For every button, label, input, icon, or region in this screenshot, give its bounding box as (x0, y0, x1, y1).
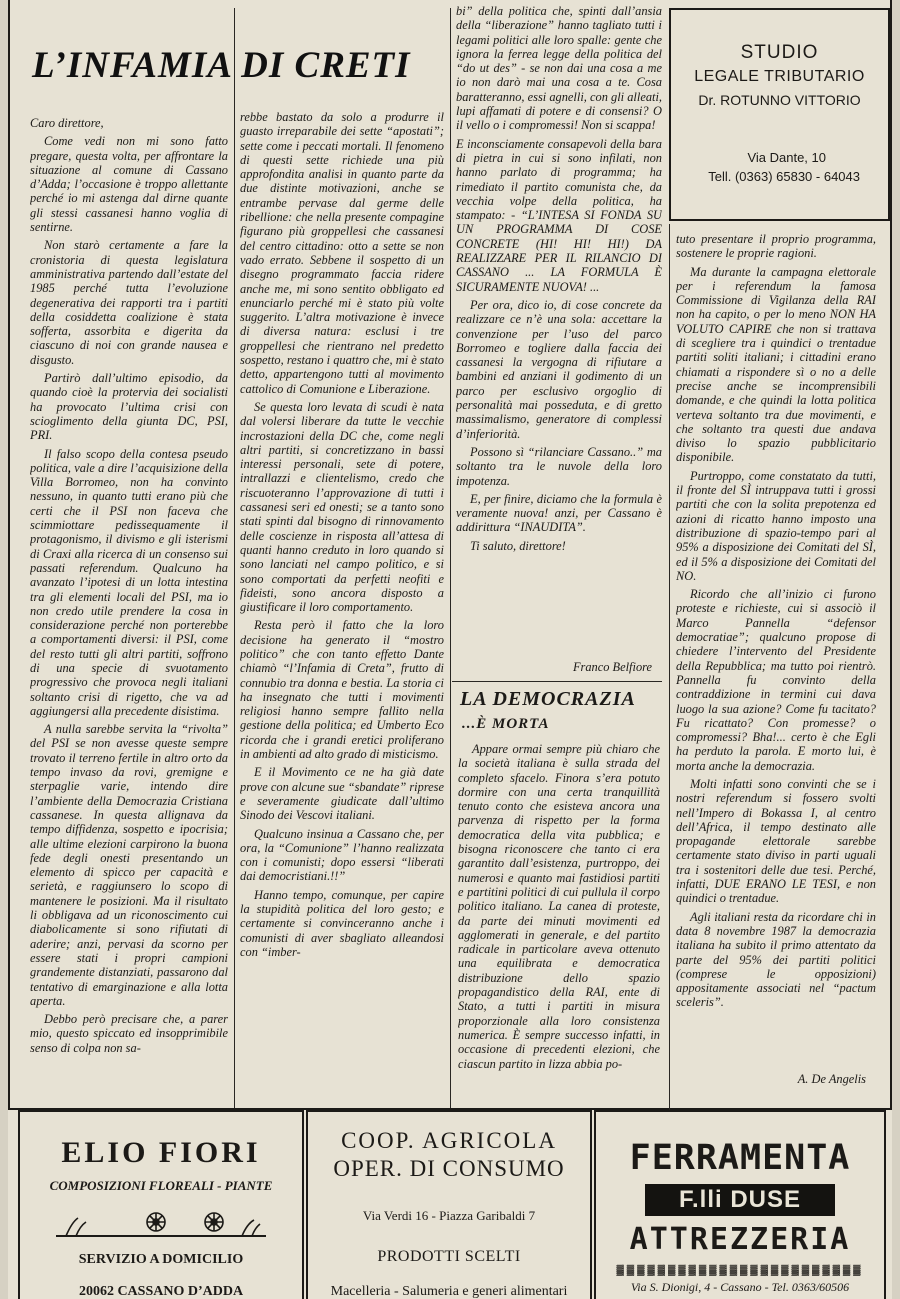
paragraph: Ricordo che all’inizio ci furono proteste e richieste, cui si associò il Marco Pannella “defensor democratiae”; qualcuno propose di chiedere l’intervento del Presidente della Repubblica; ma tutto poi rientrò. Pannella fu convinto della contraddizione in termini cui dava luogo la sua azione? Come fu tacitato? Fu ricattato? Con promesse? o compromessi? Bha!... certo è che Egli ha perduto la parola. E morto lui, è morta anche la democrazia. (676, 587, 876, 773)
paragraph: Purtroppo, come constatato da tutti, il fronte del SÌ intruppava tutti i grossi partiti che con la solita prepotenza ed azioni di ricatto hanno imposto una distribuzione di spazio-tempo pari al 95% a disposizione dei Comitati del SÌ, ed il 5% a disposizione dei Comitati del NO. (676, 468, 876, 583)
coop-services: Macelleria - Salumeria e generi alimentari (330, 1284, 568, 1299)
flower-ornament-icon (20, 1208, 302, 1242)
studio-legale-ad (669, 8, 890, 221)
paragraph: Qualcuno insinua a Cassano che, per ora, la “Comunione” l’hanno realizzata con i comunisti; dopo essersi “liberati dai democristiani.!!” (240, 826, 444, 884)
article-signature (456, 660, 662, 678)
paragraph: Partirò dall’ultimo episodio, da quando cioè la protervia dei socialisti ha provocato l’ultima crisi con scioglimento della giunta DC, PSI, PRI. (30, 371, 228, 443)
paragraph: Come vedi non mi sono fatto pregare, questa volta, per affrontare la situazione al comune di Cassano d’Adda; l’occasione è troppo allettante perché io mi astenga dal dirne quante gli stessi cassanesi hanno voglia di sentirne. (30, 134, 228, 235)
column-rule (669, 224, 670, 1110)
coop-title-line1: COOP. AGRICOLA (341, 1128, 557, 1153)
paragraph: rebbe bastato da solo a produrre il guasto irreparabile dei sette “apostati”; sette come i peccati mortali. Il fenomeno di questi sette richiede una più approfondita analisi in quanto parte da due distinte motivazioni, anche se entrambe pervase dal germe delle ribellione: che nella presente compagine figurano più groppellesi che cassanesi del centro cittadino: otto a sette se non vado errato. Sebbene il sospetto di un disegno programmato faccia ridere anche me, mi sono sentito obbligato ed enunciarlo perché mi è stato più volte suggerito. L’altra motivazione è invece di diversa natura: esclusi i tre groppellesi che rientrano nel predetto sospetto, restano i quattro che, mi è stato detto, appartengono tutti al movimento cattolico di Comunione e Liberazione. (240, 110, 444, 396)
paragraph: Molti infatti sono convinti che se i nostri referendum si fossero svolti nell’Impero di Bokassa I, al centro dell’Africa, il tempo destinato alle propagande elettorale sarebbe certamente stato diviso in parti uguali tra i sostenitori delle due tesi. Perché, infatti, DUE ERANO LE TESI, e non quindici o trentadue. (676, 776, 876, 906)
elio-fiori-ad (18, 1110, 304, 1299)
paragraph: Agli italiani resta da ricordare chi in data 8 novembre 1987 la democrazia italiana ha subito il primo attentato da parte del 95% dei partiti politici (comprese le opposizioni) appositamente associati nel “pactum sceleris”. (676, 909, 876, 1010)
paragraph: Ma durante la campagna elettorale per i referendum la famosa Commissione di Vigilanza della RAI non ha capito, o per lo meno NON HA VOLUTO CAPIRE che non si trattava di scegliere tra i quindici o trentadue partiti soliti italiani; i cittadini erano chiamati a rispondere sì o no a delle precise anche se incomprensibili domande, e che quindi la lotta politica verteva soltanto tra due movimenti, e che soltanto tra questi due andava diviso lo spazio pubblicitario disponibile. (676, 264, 876, 465)
paragraph: E inconsciamente consapevoli della bara di pietra in cui si sono infilati, non hanno parlato di programma; ha rimediato il partito comunista che, da vecchia volpe della politica, ha stampato: - “L’INTESA SI FONDA SU UN PROGRAMMA DI COSE CONCRETE (HI! HI! HI!) DA REALIZZARE PER IL RILANCIO DI CASSANO ... LA FORMULA È SICURAMENTE NUOVA! ... (456, 136, 662, 294)
article-headline: L’INFAMIA DI CRETI (32, 45, 411, 86)
paragraph: Resta però il fatto che la loro decisione ha generato il “mostro politico” che con tanto effetto Dante chiamò “l’Infamia di Creta”, frutto di connubio tra donna e bestia. La storia ci ha insegnato che tutti i movimenti religiosi hanno sempre fallito nella gestione della politica; ed Umberto Eco ricorda che i grandi eretici proliferano in ambienti ad alto grado di misticismo. (240, 618, 444, 762)
coop-products: PRODOTTI SCELTI (377, 1248, 521, 1265)
elio-fiori-name: ELIO FIORI (61, 1136, 261, 1169)
coop-title-line2: OPER. DI CONSUMO (333, 1156, 565, 1181)
sidebar-heading: LA DEMOCRAZIA (460, 688, 636, 710)
ferramenta-brand-bar: F.lli DUSE (645, 1184, 835, 1216)
ferramenta-ad (594, 1110, 886, 1299)
coop-address: Via Verdi 16 - Piazza Garibaldi 7 (362, 1208, 536, 1223)
sidebar-signature-text: A. De Angelis (797, 1072, 866, 1086)
article-column-2 (240, 110, 444, 1106)
paragraph: E, per finire, diciamo che la formula è veramente nuova! anzi, per Cassano è addirittura “INAUDITA”. (456, 491, 662, 535)
paragraph: Se questa loro levata di scudi è nata dal volersi liberare da tutte le vecchie incrostazioni della DC che, come negli altri partiti, si concretizzano in bassi interessi personali, sete di potere, intrallazzi e clientelismo, credo che riscuoteranno l’approvazione di tutti i cassanesi seri ed onesti; se a tanto sono stati spinti dal bisogno di rinnovamento delle coscienze in risposta all’attesa di quanti hanno creduto in loro quando si sono lanciati nel campo politico, e si sono comportati da perfetti neofiti e fideisti, sono ancora disposto a giustificare il loro comportamento. (240, 399, 444, 615)
elio-fiori-address: 20062 CASSANO D’ADDA (78, 1284, 244, 1299)
elio-fiori-tagline: COMPOSIZIONI FLOREALI - PIANTE (49, 1178, 273, 1193)
ferramenta-address: Via S. Dionigi, 4 - Cassano - Tel. 0363/60506 (630, 1280, 850, 1294)
studio-phone: Tell. (0363) 65830 - 64043 (708, 169, 860, 184)
paragraph: A nulla sarebbe servita la “rivolta” del PSI se non avesse queste sempre trovato il terreno fertile in altro orto da tempo invaso da rovi, gremigne e sterpaglie varie, intendo dire l’ambiente della Democrazia Cristiana cassanese. In questa allignava da tempo diffidenza, sospetto e ipocrisia; alle ultime elezioni carpirono la buona fede degli onesti presentando un elemento di spicco per capacità e serietà, e raggiunsero lo scopo di mantenere le posizioni. Ma il risultato li obbligava ad un riconoscimento cui diabolicamente si sono rifiutati di aderire; anzi, pervasi da scorno per essere stati i propri campioni grandemente distanziati, passarono dal tentativo di emarginazione e alla lotta aperta. (30, 722, 228, 1008)
sidebar-signature (676, 1072, 876, 1090)
article-column-1 (30, 116, 228, 1106)
column-rule (450, 8, 451, 1108)
studio-subtitle: LEGALE TRIBUTARIO (694, 68, 865, 85)
sidebar-subheading: ...È MORTA (462, 716, 550, 732)
ferramenta-subtitle: ATTREZZERIA (629, 1222, 851, 1257)
paragraph: tuto presentare il proprio programma, sostenere le proprie ragioni. (676, 232, 876, 261)
sidebar-rule (452, 681, 662, 682)
ferramenta-title: FERRAMENTA (629, 1138, 851, 1178)
studio-address: Via Dante, 10 (747, 150, 826, 165)
paragraph: bi” della politica che, spinti dall’ansia della “liberazione” hanno tagliato tutti i legami politici alle loro spalle: gente che ignora la ferrea legge della politica del “do ut des” - se non dai una cosa a me io non darò mai una cosa a te. Cosa baratteranno, essi agnelli, con gli alleati, lupi affamati di potere e di consensi? O il vello o i compromessi! Non si scappa! (456, 4, 662, 133)
paragraph: Il falso scopo della contesa pseudo politica, vale a dire l’acquisizione della Villa Borromeo, non ha convinto nessuno, in quanto tutti erano più che certi che il PSI non faceva che scimmiottare pedissequamente il protagonismo, il divismo e gli isterismi di Craxi alla ricerca di un consenso sui passati referendum. Qualcuno ha avanzato l’ipotesi di un lotta intestina tra gli elementi locali del PSI, ma io non credo utile prendere la cosa in considerazione perché non porterebbe a comportamenti diversi: il PSI, come del resto tutti gli altri partiti, soffrono di una specie di svuotamento progressivo che provoca negli italiani soltanto crisi di rigetto, che va ad aggiungersi alla precedente disistima. (30, 446, 228, 718)
paragraph: Ti saluto, direttore! (470, 538, 566, 553)
studio-lawyer-name: Dr. ROTUNNO VITTORIO (698, 92, 861, 108)
decorative-border: ▓▓▓▓▓▓▓▓▓▓▓▓▓▓▓▓▓▓▓▓▓▓▓▓ (616, 1265, 864, 1276)
paragraph: Possono sì “rilanciare Cassano..” ma soltanto tra le nuvole della loro impotenza. (456, 444, 662, 488)
elio-fiori-service: SERVIZIO A DOMICILIO (78, 1252, 244, 1267)
column-rule (234, 8, 235, 1108)
article-column-3 (456, 4, 662, 604)
sidebar-column-1 (458, 742, 660, 1104)
article-signature-text: Franco Belfiore (572, 660, 652, 674)
studio-title: STUDIO (740, 42, 819, 63)
paragraph: Non starò certamente a fare la cronistoria di questa legislatura amministrativa partendo dall’estate del 1985 perché tutta l’evoluzione degenerativa dei rapporti tra i partiti della cosiddetta coalizione è stata sofferta, assorbita e digerita da ciascuno di noi con grande nausea e disgusto. (30, 238, 228, 367)
paragraph: Caro direttore, (30, 116, 104, 130)
paragraph: E il Movimento ce ne ha già date prove con alcune sue “sbandate” riprese e severamente giudicate dall’ultimo Sinodo dei Vescovi italiani. (240, 765, 444, 823)
paragraph: Debbo però precisare che, a parer mio, questo spiccato ed insopprimibile senso di colpa non sa- (30, 1012, 228, 1055)
sidebar-column-2 (676, 232, 876, 1084)
paragraph: Per ora, dico io, di cose concrete da realizzare ce n’è una sola: accettare la convenzione per l’uso del parco Borromeo e togliere dalla faccia dei cassanesi la vergogna di rifiutare a bambini ed anziani il godimento di un parco per esclusivo orgoglio di personalità mai posseduta, e di gretto massimalismo, generatore di complessi d’inferiorità. (456, 297, 662, 441)
paragraph: Appare ormai sempre più chiaro che la società italiana è sulla strada del completo sfacelo. Finora s’era potuto dormire con una certa tranquillità tenuto conto che esisteva ancora una parvenza di rispetto per la forma democratica della vita pubblica; e bisogna riconoscere che tanto ci era garantito dall’esistenza, purtroppo, dei numerosi e quanto mai fastidiosi partiti e partitini politici di cui pullula il corpo politico italiano. La canea di proteste, da parte dei minuti movimenti ed agglomerati in generale, e del partito radicale in particolare aveva ottenuto una equilibrata e democratica distribuzione dello spazio propagandistico della RAI, ente di Stato, a tutti i partiti in misura proporzionale alla loro consistenza numerica. È sempre successo infatti, in occasione di precedenti elezioni, che ciascun partito in lizza abbia po- (458, 742, 660, 1071)
paragraph: Hanno tempo, comunque, per capire la stupidità politica del loro gesto; e certamente si convinceranno anche i comunisti di aver sbagliato alleandosi con “imber- (240, 887, 444, 959)
coop-agricola-ad (306, 1110, 592, 1299)
